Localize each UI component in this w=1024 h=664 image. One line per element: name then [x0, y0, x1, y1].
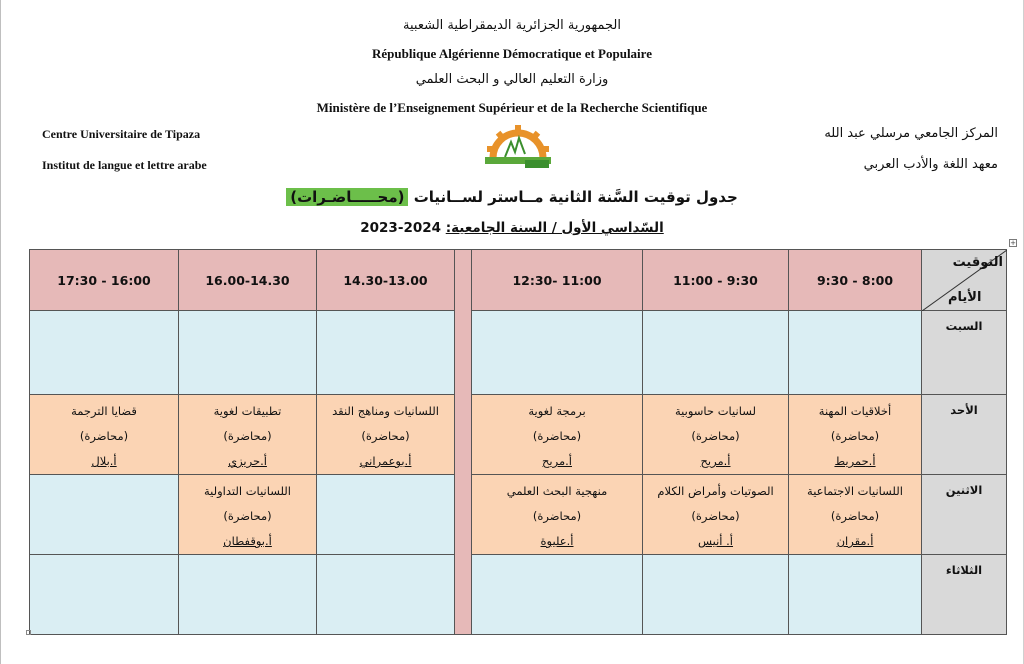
- lecture-cell: [789, 395, 922, 475]
- session-type: (محاضرة): [691, 509, 740, 523]
- schedule-title: [0, 188, 1024, 206]
- move-handle-icon[interactable]: +: [1010, 239, 1016, 247]
- lecture-cell: [643, 475, 789, 555]
- course-name: قضايا الترجمة: [71, 404, 137, 418]
- empty-cell: [317, 311, 455, 395]
- empty-cell: [472, 555, 643, 635]
- day-label: الثلاثاء: [922, 555, 1007, 635]
- session-type: (محاضرة): [223, 509, 272, 523]
- republic-fr: République Algérienne Démocratique et Populaire: [372, 46, 652, 61]
- institute-ar: معهد اللغة والأدب العربي: [863, 157, 998, 172]
- course-name: اللسانيات الاجتماعية: [807, 484, 903, 498]
- session-type: (محاضرة): [223, 429, 272, 443]
- professor-name: أ.مقران: [836, 534, 874, 548]
- session-type: (محاضرة): [532, 429, 582, 443]
- professor-name: أ.بوقفطان: [223, 534, 272, 548]
- corner-time-label: التوقيت: [952, 255, 1003, 270]
- time-slot-header: 16.00-14.30: [179, 250, 317, 311]
- professor-name: أ.بوعمراني: [359, 454, 412, 468]
- course-name: تطبيقات لغوية: [213, 404, 282, 418]
- empty-cell: [643, 311, 789, 395]
- course-name: لسانيات حاسوبية: [675, 404, 756, 418]
- time-header-row: [30, 250, 1007, 311]
- time-slot-header: 9:30 - 8:00: [789, 250, 922, 311]
- professor-name: أ.عليوة: [540, 534, 574, 548]
- course-name: اللسانيات ومناهج النقد: [332, 404, 439, 418]
- professor-name: أ.بلال: [91, 454, 117, 468]
- course-name: اللسانيات التداولية: [203, 484, 292, 498]
- time-slot-header: 17:30 - 16:00: [30, 250, 179, 311]
- time-slot-header: 14.30-13.00: [317, 250, 455, 311]
- republic-ar: الجمهورية الجزائرية الديمقراطية الشعبية: [403, 18, 621, 33]
- day-row: [30, 555, 1007, 635]
- semester-label: السّداسي الأول / السنة الجامعية:: [445, 220, 664, 236]
- ministry-ar: وزارة التعليم العالي و البحث العلمي: [415, 72, 609, 87]
- empty-cell: [317, 555, 455, 635]
- lecture-cell: [643, 395, 789, 475]
- center-fr: Centre Universitaire de Tipaza: [42, 127, 201, 141]
- empty-cell: [643, 555, 789, 635]
- lecture-cell: [179, 395, 317, 475]
- empty-cell: [30, 475, 179, 555]
- break-separator: [455, 250, 472, 635]
- schedule-table: [29, 249, 1007, 635]
- session-type: (محاضرة): [691, 429, 740, 443]
- corner-cell: [922, 250, 1007, 311]
- empty-cell: [789, 555, 922, 635]
- course-name: الصوتيات وأمراض الكلام: [657, 484, 774, 498]
- empty-cell: [30, 555, 179, 635]
- empty-cell: [472, 311, 643, 395]
- day-label: الاثنين: [922, 475, 1007, 555]
- professor-name: أ.مريح: [700, 454, 731, 468]
- center-ar: المركز الجامعي مرسلي عبد الله: [824, 126, 998, 141]
- institute-fr: Institut de langue et lettre arabe: [42, 158, 207, 172]
- course-name: أخلاقيات المهنة: [818, 404, 892, 418]
- schedule-subtitle: [0, 220, 1024, 236]
- day-row: [30, 475, 1007, 555]
- corner-days-label: الأيام: [948, 290, 982, 305]
- session-type: (محاضرة): [361, 429, 410, 443]
- course-name: برمجة لغوية: [528, 404, 586, 418]
- empty-cell: [789, 311, 922, 395]
- university-logo-icon: [481, 124, 555, 170]
- professor-name: أ.حمريط: [834, 454, 876, 468]
- session-type: (محاضرة): [830, 429, 880, 443]
- paragraph-end-mark: [26, 630, 31, 635]
- title-main: جدول توقيت السَّنة الثانية مــاستر لســانيات: [413, 188, 738, 206]
- lecture-cell: [789, 475, 922, 555]
- time-slot-header: 12:30- 11:00: [472, 250, 643, 311]
- day-row: [30, 395, 1007, 475]
- lecture-cell: [179, 475, 317, 555]
- session-type: (محاضرة): [79, 429, 129, 443]
- empty-cell: [317, 475, 455, 555]
- lecture-cell: [317, 395, 455, 475]
- ministry-fr: Ministère de l’Enseignement Supérieur et de la Recherche Scientifique: [316, 100, 708, 115]
- professor-name: أ. أنيس: [697, 534, 734, 548]
- time-slot-header: 11:00 - 9:30: [643, 250, 789, 311]
- empty-cell: [179, 555, 317, 635]
- academic-year: 2024-2023: [360, 220, 442, 236]
- lecture-cell: [472, 395, 643, 475]
- day-label: السبت: [922, 311, 1007, 395]
- session-type: (محاضرة): [830, 509, 880, 523]
- day-row: [30, 311, 1007, 395]
- course-name: منهجية البحث العلمي: [506, 484, 608, 498]
- empty-cell: [30, 311, 179, 395]
- session-type: (محاضرة): [532, 509, 582, 523]
- day-label: الأحد: [922, 395, 1007, 475]
- empty-cell: [179, 311, 317, 395]
- professor-name: أ.مريح: [542, 454, 572, 468]
- professor-name: أ.حريزي: [228, 454, 267, 468]
- lecture-cell: [472, 475, 643, 555]
- title-highlight: (محـــــاضـرات): [286, 188, 408, 206]
- lecture-cell: [30, 395, 179, 475]
